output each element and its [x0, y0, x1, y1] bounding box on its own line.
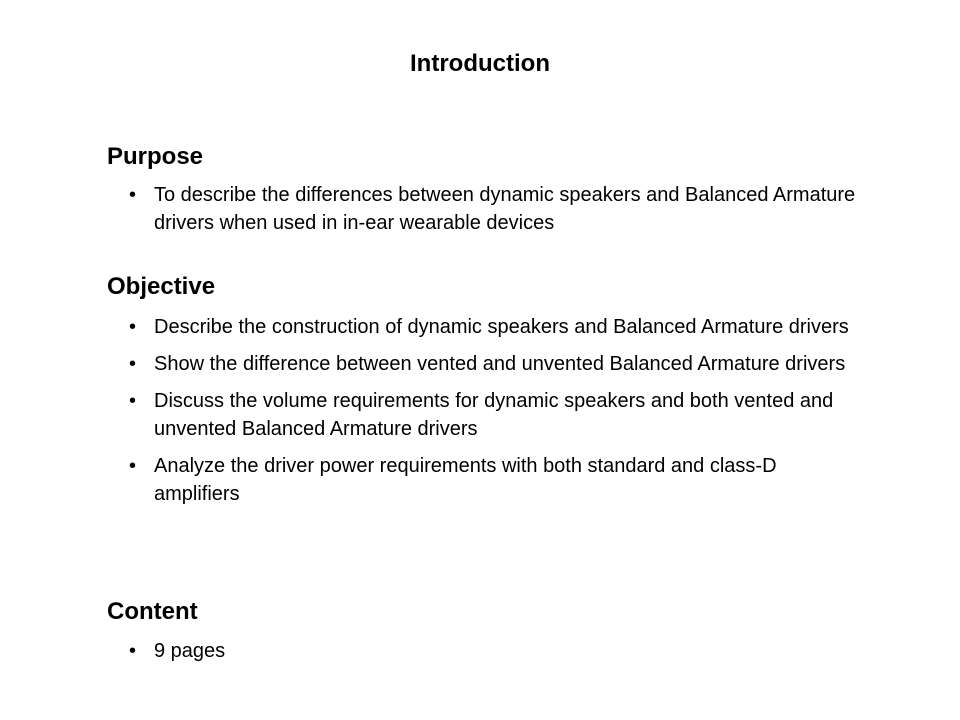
purpose-heading: Purpose	[107, 143, 204, 170]
objective-bullet-text: Discuss the volume requirements for dynamic speakers and both vented and unvented Balanced Armature drivers	[154, 390, 834, 440]
purpose-bullet-list	[107, 181, 867, 237]
content-bullet-1	[107, 637, 867, 665]
bullet-dot-icon: •	[129, 353, 137, 375]
purpose-bullet-text: To describe the differences between dynamic speakers and Balanced Armature drivers when used in in-ear wearable devices	[154, 184, 856, 234]
bullet-dot-icon: •	[129, 184, 137, 206]
objective-bullet-1	[107, 313, 867, 341]
purpose-bullet-1	[107, 181, 867, 237]
slide-title: Introduction	[410, 50, 550, 77]
objective-heading: Objective	[107, 273, 216, 300]
objective-bullet-text: Show the difference between vented and unvented Balanced Armature drivers	[154, 353, 846, 375]
objective-bullet-text: Describe the construction of dynamic speakers and Balanced Armature drivers	[154, 316, 849, 338]
bullet-dot-icon: •	[129, 640, 137, 662]
bullet-dot-icon: •	[129, 455, 137, 477]
content-heading: Content	[107, 598, 198, 625]
content-bullet-list	[107, 637, 867, 665]
content-bullet-text: 9 pages	[154, 640, 226, 662]
bullet-dot-icon: •	[129, 316, 137, 338]
objective-bullet-4	[107, 452, 867, 508]
objective-bullet-2	[107, 350, 867, 378]
objective-bullet-text: Analyze the driver power requirements with both standard and class-D amplifiers	[154, 455, 777, 505]
objective-bullet-list	[107, 313, 867, 508]
purpose-section	[107, 141, 867, 237]
objective-section	[107, 271, 867, 508]
content-section	[107, 596, 867, 665]
objective-bullet-3	[107, 387, 867, 443]
bullet-dot-icon: •	[129, 390, 137, 412]
